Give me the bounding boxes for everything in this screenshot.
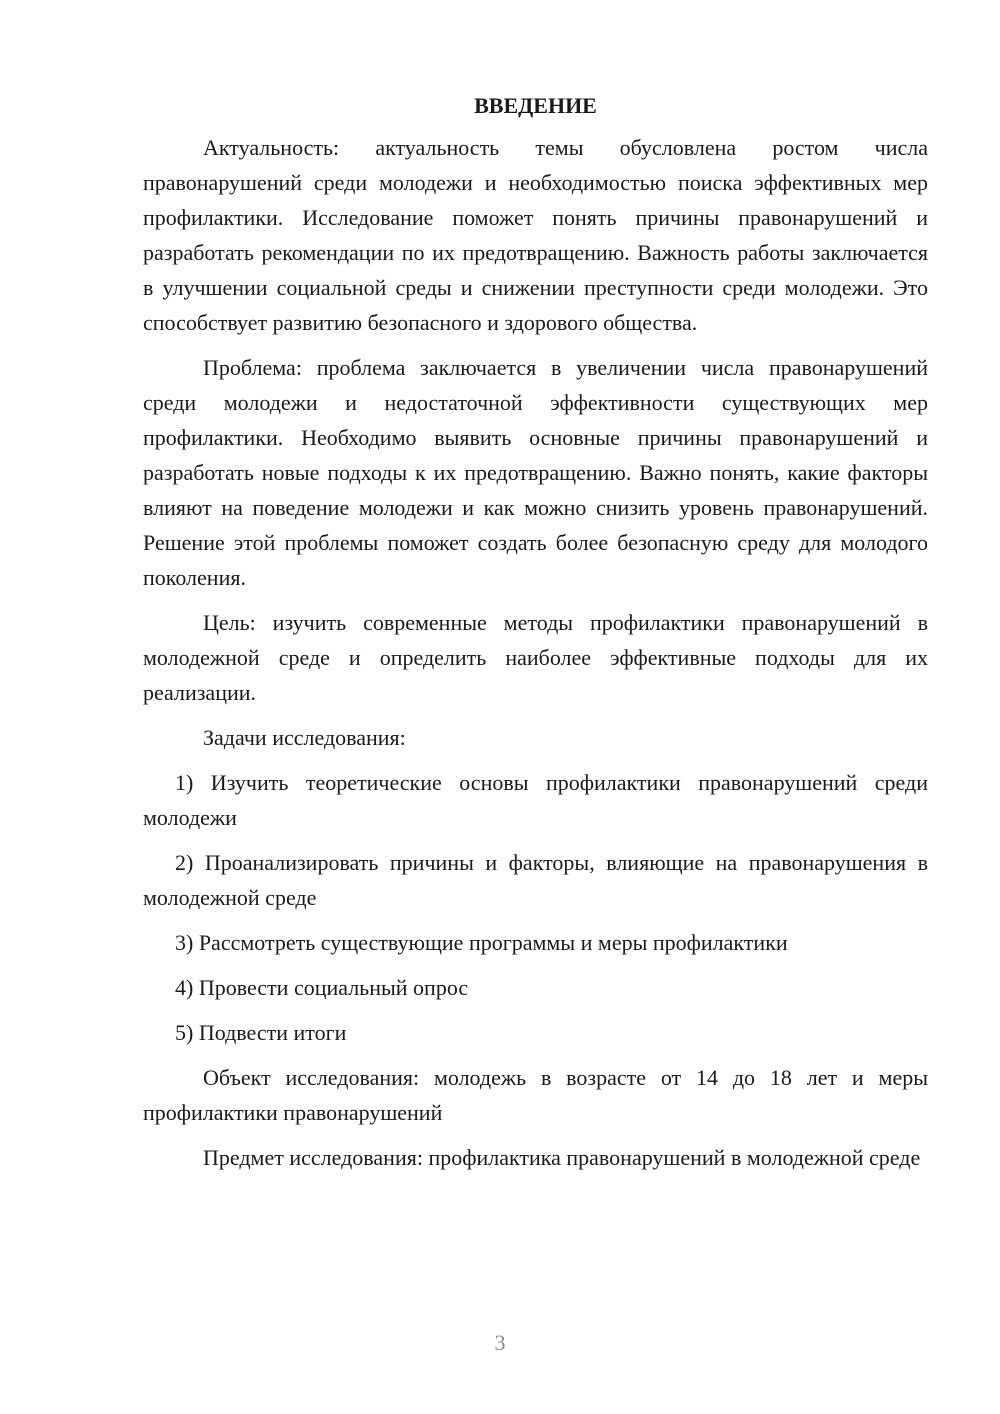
paragraph-relevance: Актуальность: актуальность темы обусловлена ростом числа правонарушений среди молодежи и необходимостью поиска эффективных мер профилактики. Исследование поможет понять причины правонарушений и разработать рекомендации по их предотвращению. Важность работы заключается в улучшении социальной среды и снижении преступности среди молодежи. Это способствует развитию безопасного и здорового общества. (143, 135, 928, 335)
list-item: 5) Подвести итоги (175, 1020, 347, 1045)
paragraph-subject: Предмет исследования: профилактика правонарушений в молодежной среде (203, 1145, 921, 1170)
paragraph-object: Объект исследования: молодежь в возрасте от 14 до 18 лет и меры профилактики правонарушений (143, 1065, 928, 1125)
list-item: 4) Провести социальный опрос (175, 975, 469, 1000)
list-item: 2) Проанализировать причины и факторы, влияющие на правонарушения в молодежной среде (143, 850, 928, 910)
paragraph-problem: Проблема: проблема заключается в увеличении числа правонарушений среди молодежи и недостаточной эффективности существующих мер профилактики. Необходимо выявить основные причины правонарушений и разработать новые подходы к их предотвращению. Важно понять, какие факторы влияют на поведение молодежи и как можно снизить уровень правонарушений. Решение этой проблемы поможет создать более безопасную среду для молодого поколения. (143, 355, 928, 590)
paragraph-goal: Цель: изучить современные методы профилактики правонарушений в молодежной среде и определить наиболее эффективные подходы для их реализации. (143, 610, 928, 705)
document-page (143, 88, 928, 1185)
paragraph-tasks-heading: Задачи исследования: (203, 725, 406, 750)
list-item: 1) Изучить теоретические основы профилактики правонарушений среди молодежи (143, 770, 928, 830)
page-title: ВВЕДЕНИЕ (474, 93, 597, 118)
page-number: 3 (494, 1330, 506, 1355)
list-item: 3) Рассмотреть существующие программы и меры профилактики (175, 930, 788, 955)
